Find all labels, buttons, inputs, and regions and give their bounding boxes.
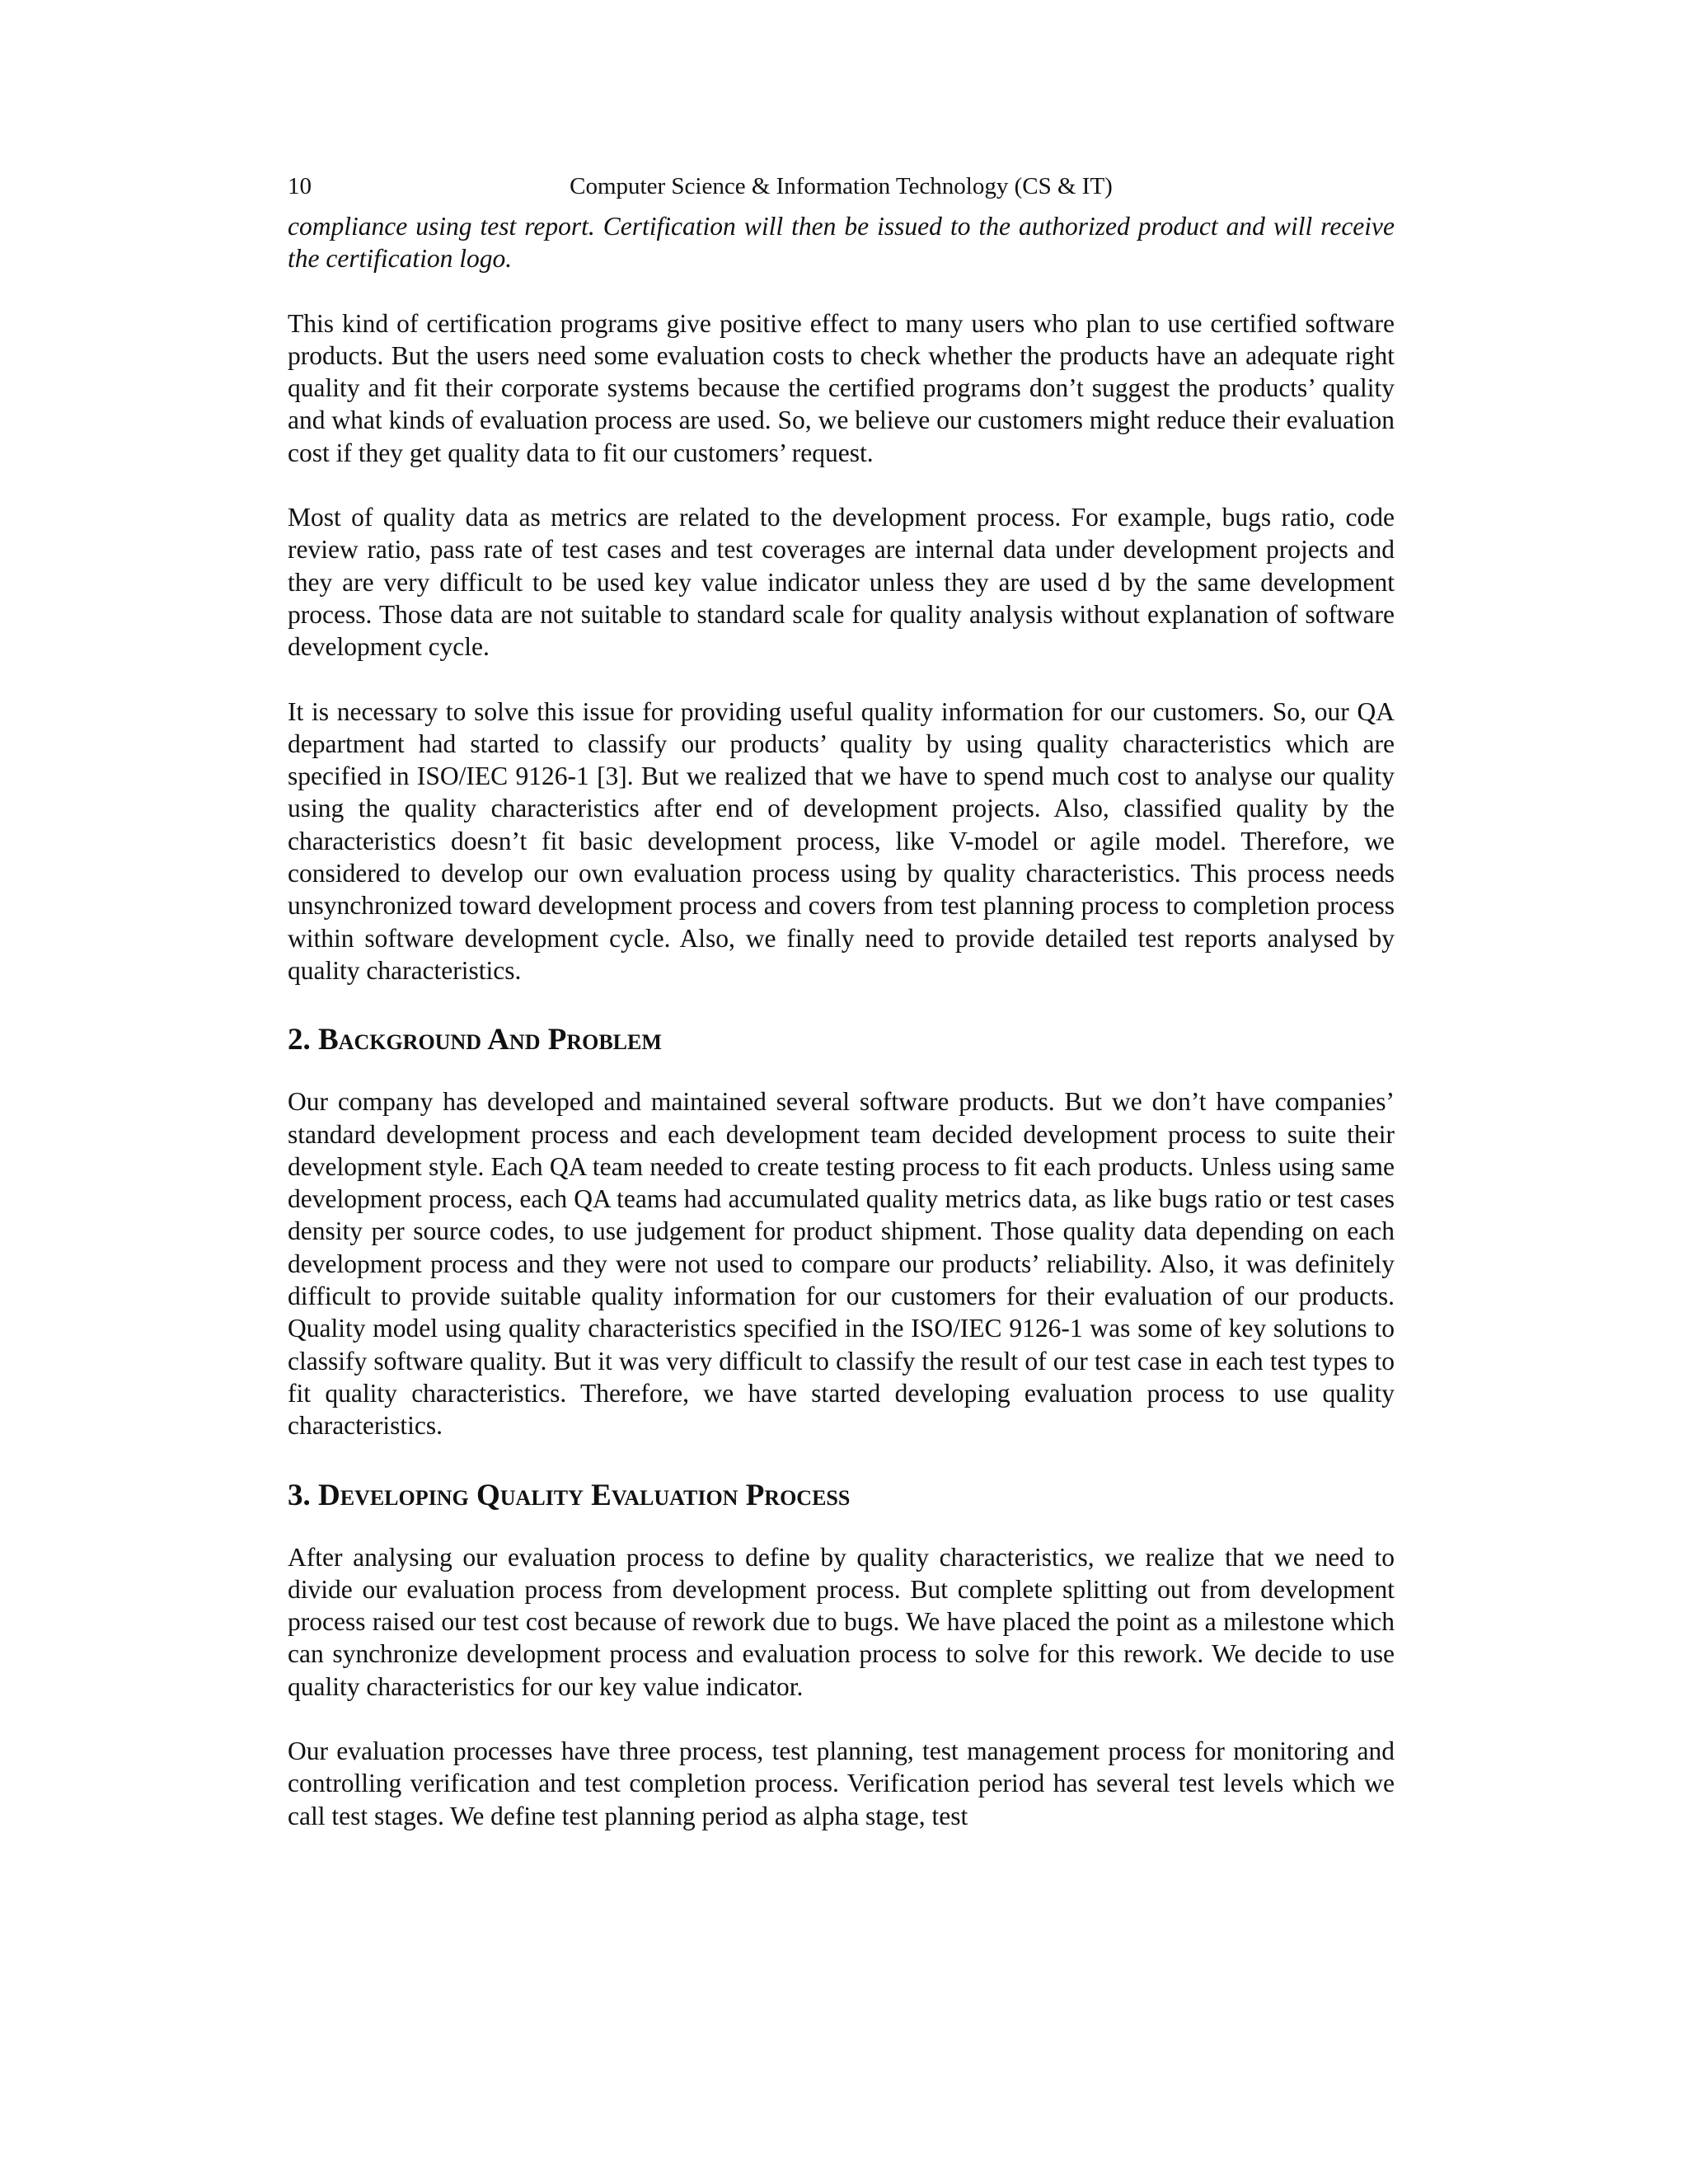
- paragraph-continued-italic: compliance using test report. Certification will then be issued to the authorized product and will receive the certification logo.: [288, 212, 1395, 274]
- paragraph-qa-department: It is necessary to solve this issue for providing useful quality information for our customers. So, our QA department had started to classify our products’ quality by using quality characteristics which are specified in ISO/IEC 9126-1 [3]. But we realized that we have to spend much cost to analyse our quality using the quality characteristics after end of development projects. Also, classified quality by the characteristics doesn’t fit basic development process, like V-model or agile model. Therefore, we considered to develop our own evaluation process using by quality characteristics. This process needs unsynchronized toward development process and covers from test planning process to completion process within software development cycle. Also, we finally need to provide detailed test reports analysed by quality characteristics.: [288, 696, 1395, 985]
- paragraph-background: Our company has developed and maintained several software products. But we don’t have companies’ standard development process and each development team decided development process to suite their development style. Each QA team needed to create testing process to fit each products. Unless using same development process, each QA teams had accumulated quality metrics data, as like bugs ratio or test cases density per source codes, to use judgement for product shipment. Those quality data depending on each development process and they were not used to compare our products’ reliability. Also, it was definitely difficult to provide suitable quality information for our customers for their evaluation of our products. Quality model using quality characteristics specified in the ISO/IEC 9126-1 was some of key solutions to classify software quality. But it was very difficult to classify the result of our test case in each test types to fit quality characteristics. Therefore, we have started developing evaluation process to use quality characteristics.: [288, 1087, 1395, 1441]
- journal-title: Computer Science & Information Technology (CS & IT): [570, 173, 1113, 199]
- paragraph-evaluation-analysis: After analysing our evaluation process to define by quality characteristics, we realize that we need to divide our evaluation process from development process. But complete splitting out from development process raised our test cost because of rework due to bugs. We have placed the point as a milestone which can synchronize development process and evaluation process to solve for this rework. We decide to use quality characteristics for our key value indicator.: [288, 1542, 1395, 1701]
- paragraph-quality-metrics: Most of quality data as metrics are related to the development process. For example, bugs ratio, code review ratio, pass rate of test cases and test coverages are internal data under development projects and they are very difficult to be used key value indicator unless they are used d by the same development process. Those data are not suitable to standard scale for quality analysis without explanation of software development cycle.: [288, 503, 1395, 662]
- section-heading-evaluation-process: 3. Developing Quality Evaluation Process: [288, 1478, 851, 1512]
- paper-page: [288, 169, 1395, 1832]
- paragraph-certification-programs: This kind of certification programs give positive effect to many users who plan to use certified software products. But the users need some evaluation costs to check whether the products have an adequate right quality and fit their corporate systems because the certified programs don’t suggest the products’ quality and what kinds of evaluation process are used. So, we believe our customers might reduce their evaluation cost if they get quality data to fit our customers’ request.: [288, 308, 1395, 467]
- running-header: [288, 169, 1395, 204]
- page-number: 10: [288, 173, 312, 199]
- section-heading-background: 2. Background And Problem: [288, 1023, 662, 1057]
- paragraph-evaluation-stages: Our evaluation processes have three process, test planning, test management process for monitoring and controlling verification and test completion process. Verification period has several test levels which we call test stages. We define test planning period as alpha stage, test: [288, 1736, 1395, 1830]
